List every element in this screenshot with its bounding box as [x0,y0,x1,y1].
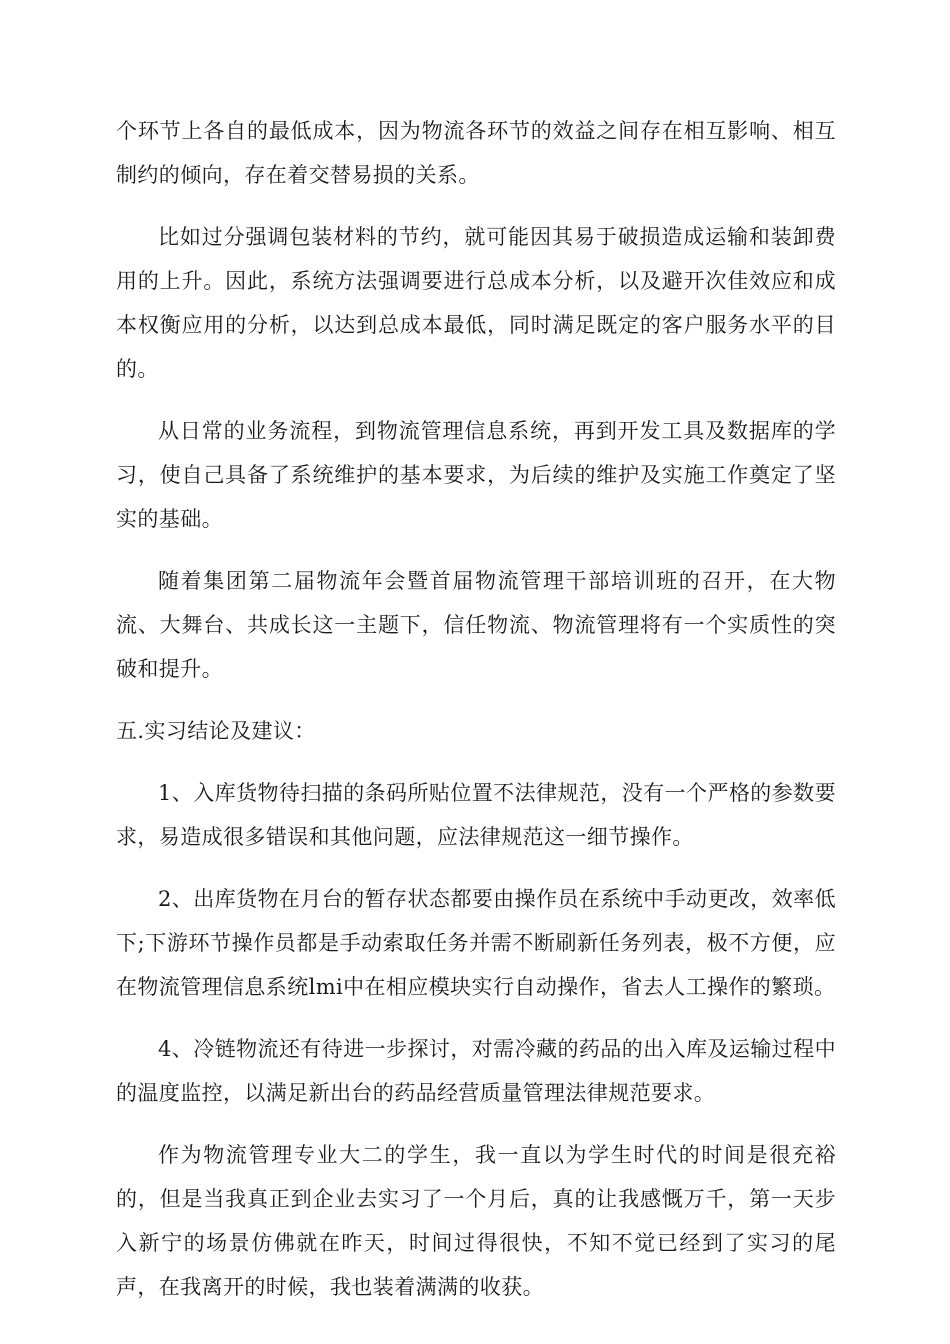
suggestion-1: 1、入库货物待扫描的条码所贴位置不法律规范，没有一个严格的参数要求，易造成很多错误和其他问题，应法律规范这一细节操作。 [116,781,836,849]
paragraph-conclusion: 作为物流管理专业大二的学生，我一直以为学生时代的时间是很充裕的，但是当我真正到企业去实习了一个月后，真的让我感慨万千，第一天步入新宁的场景仿佛就在昨天，时间过得很快，不知不觉已经到了实习的尾声，在我离开的时候，我也装着满满的收获。 [116,1143,836,1299]
paragraph-annual-meeting: 随着集团第二届物流年会暨首届物流管理干部培训班的召开，在大物流、大舞台、共成长这一主题下，信任物流、物流管理将有一个实质性的突破和提升。 [116,569,836,681]
suggestion-4: 4、冷链物流还有待进一步探讨，对需冷藏的药品的出入库及运输过程中的温度监控，以满足新出台的药品经营质量管理法律规范要求。 [116,1037,836,1105]
paragraph-continuation: 个环节上各自的最低成本，因为物流各环节的效益之间存在相互影响、相互制约的倾向，存在着交替易损的关系。 [116,119,836,187]
section-heading: 五.实习结论及建议： [116,719,316,743]
suggestion-2: 2、出库货物在月台的暂存状态都要由操作员在系统中手动更改，效率低下;下游环节操作员都是手动索取任务并需不断刷新任务列表，极不方便，应在物流管理信息系统lmi中在相应模块实行自动操作，省去人工操作的繁琐。 [116,887,836,999]
paragraph-learning: 从日常的业务流程，到物流管理信息系统，再到开发工具及数据库的学习，使自己具备了系统维护的基本要求，为后续的维护及实施工作奠定了坚实的基础。 [116,419,836,531]
paragraph-packaging: 比如过分强调包装材料的节约，就可能因其易于破损造成运输和装卸费用的上升。因此，系统方法强调要进行总成本分析，以及避开次佳效应和成本权衡应用的分析，以达到总成本最低，同时满足既定的客户服务水平的目的。 [116,225,836,381]
document-body [116,109,836,1327]
